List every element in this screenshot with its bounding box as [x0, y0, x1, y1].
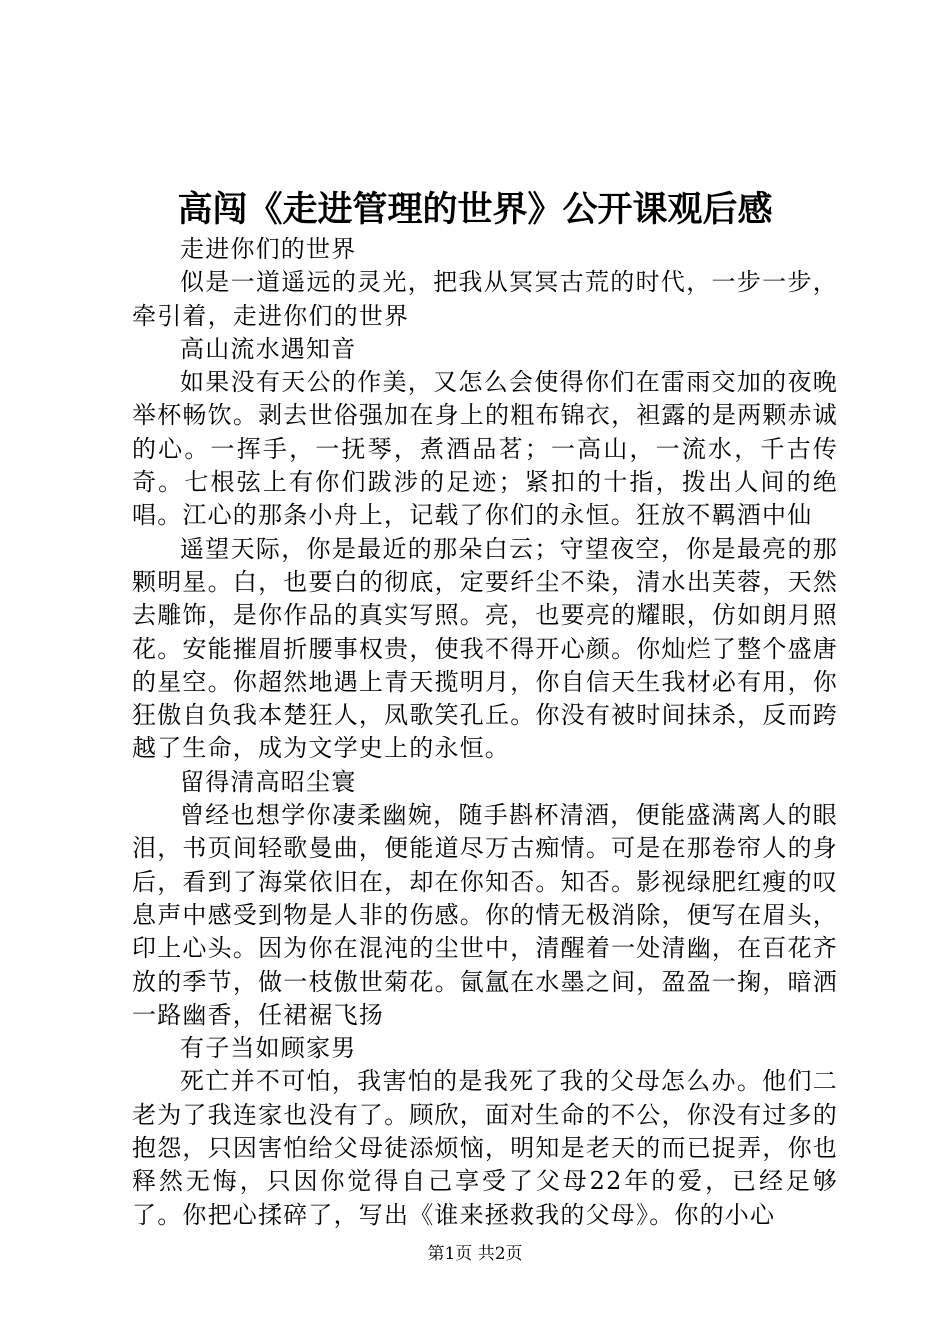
section-heading: 留得清高昭尘寰: [180, 767, 357, 796]
paragraph: 死亡并不可怕，我害怕的是我死了我的父母怎么办。他们二老为了我连家也没有了。顾欣，面对生命的不公，你没有过多的抱怨，只因害怕给父母徒添烦恼，明知是老天的而已捉弄，你也释然无悔，只因你觉得自己享受了父母22年的爱，已经足够了。你把心揉碎了，写出《谁来拯救我的父母》。你的小心: [132, 1067, 838, 1229]
page-footer: 第1页 共2页: [427, 1244, 523, 1264]
section-heading: 高山流水遇知音: [180, 334, 357, 363]
document-body: [132, 233, 838, 1232]
paragraph: 遥望天际，你是最近的那朵白云；守望夜空，你是最亮的那颗明星。白，也要白的彻底，定要纤尘不染，清水出芙蓉，天然去雕饰，是你作品的真实写照。亮，也要亮的耀眼，仿如朗月照花。安能摧眉折腰事权贵，使我不得开心颜。你灿烂了整个盛唐的星空。你超然地遇上青天揽明月，你自信天生我材必有用，你狂傲自负我本楚狂人，凤歌笑孔丘。你没有被时间抹杀，反而跨越了生命，成为文学史上的永恒。: [132, 534, 838, 763]
paragraph: 曾经也想学你凄柔幽婉，随手斟杯清酒，便能盛满离人的眼泪，书页间轻歌曼曲，便能道尽万古痴情。可是在那卷帘人的身后，看到了海棠依旧在，却在你知否。知否。影视绿肥红瘦的叹息声中感受到物是人非的伤感。你的情无极消除，便写在眉头，印上心头。因为你在混沌的尘世中，清醒着一处清幽，在百花齐放的季节，做一枝傲世菊花。氤氲在水墨之间，盈盈一掬，暗洒一路幽香，任裙裾飞扬: [132, 801, 838, 1029]
section-heading: 有子当如顾家男: [180, 1034, 357, 1063]
section-heading: 走进你们的世界: [180, 235, 357, 263]
paragraph: 如果没有天公的作美，又怎么会使得你们在雷雨交加的夜晚举杯畅饮。剥去世俗强加在身上的粗布锦衣，袒露的是两颗赤诚的心。一挥手，一抚琴，煮酒品茗；一高山，一流水，千古传奇。七根弦上有你们跋涉的足迹；紧扣的十指，拨出人间的绝唱。江心的那条小舟上，记载了你们的永恒。狂放不羁酒中仙: [132, 368, 838, 530]
document-title: 高闯《走进管理的世界》公开课观后感: [177, 189, 773, 230]
paragraph: 似是一道遥远的灵光，把我从冥冥古荒的时代，一步一步，牵引着，走进你们的世界: [132, 268, 838, 330]
